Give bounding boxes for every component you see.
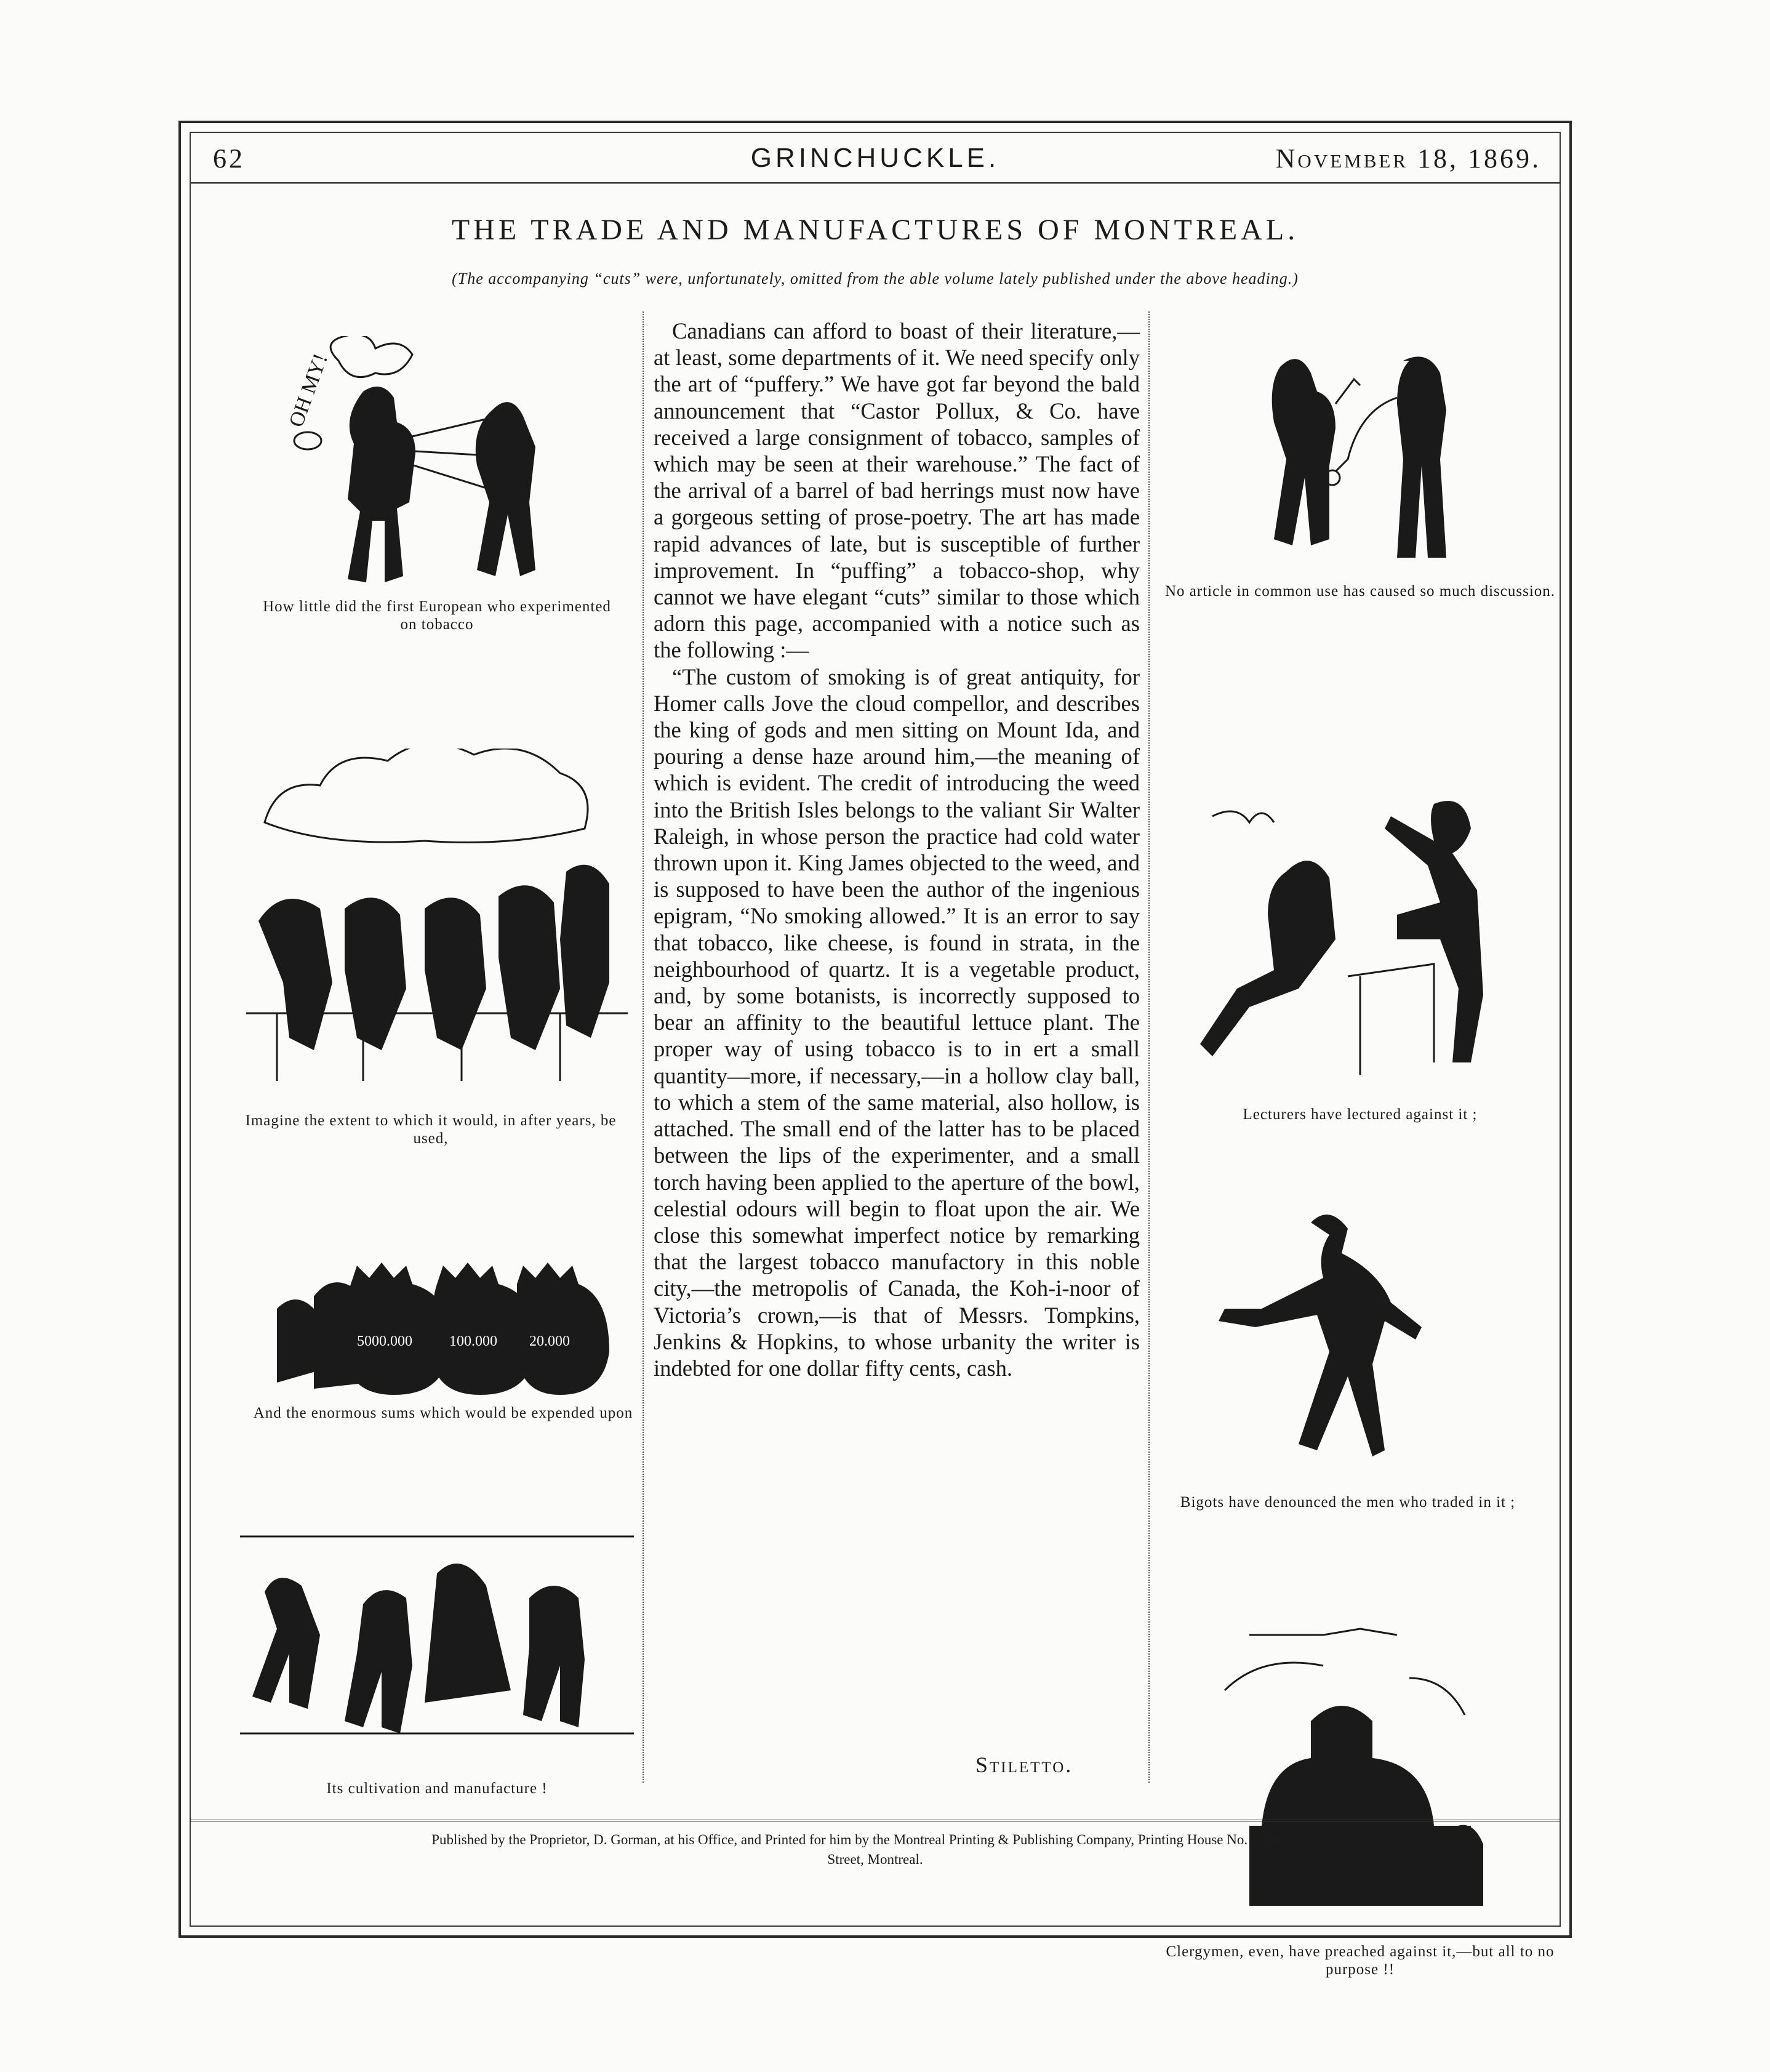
caption-discussion: No article in common use has caused so much discussion. — [1164, 583, 1556, 600]
article-paragraph-1: Canadians can afford to boast of their literature,—at least, some departments of it. We need specify only the art of “puffery.” We have got far beyond the bald announcement that “Castor Pollux, & Co. have received a large consignment of tobacco, samples of which may be seen at their warehouse.” The fact of the arrival of a barrel of bad herrings must now have a gorgeous setting of prose-poetry. The art has made rapid advances of late, but is susceptible of further improvement. In “puffing” a tobacco-shop, why cannot we have elegant “cuts” similar to those which adorn this page, accompanied with a notice such as the following :— — [654, 318, 1140, 663]
bag-label-1: 5000.000 — [357, 1333, 412, 1349]
article-subheading: (The accompanying “cuts” were, unfortunately, omitted from the able volume lately published under the above heading.) — [452, 270, 1299, 287]
caption-smoking-crowd: Imagine the extent to which it would, in after years, be used, — [245, 1112, 617, 1147]
cut-money-bags — [253, 1253, 633, 1421]
illustration-cultivation — [240, 1524, 634, 1758]
illustration-smoking-crowd — [240, 749, 634, 1106]
illustration-first-smoker — [265, 336, 609, 595]
cut-bigots — [1180, 1210, 1516, 1511]
article-signature: Stiletto. — [975, 1753, 1073, 1777]
illustration-lecturers — [1175, 779, 1545, 1087]
article-headline: THE TRADE AND MANUFACTURES OF MONTREAL. — [451, 214, 1299, 246]
article-body — [654, 318, 1140, 1381]
publication-title: GRINCHUCKLE. — [750, 143, 1000, 173]
publisher-footer — [191, 1820, 1560, 1881]
illustration-discussion — [1200, 336, 1520, 582]
cut-first-smoker — [263, 336, 611, 633]
bag-label-3: 20.000 — [529, 1333, 570, 1349]
column-rule-left — [643, 311, 644, 1783]
cut-lecturers — [1175, 779, 1545, 1123]
issue-date: November 18, 1869. — [1275, 143, 1541, 174]
page-number: 62 — [213, 143, 245, 174]
footer-line-1: Published by the Proprietor, D. Gorman, at his Office, and Printed for him by the Montreal Printing & Publishing Company, Printing House No. 67 St James — [431, 1832, 1319, 1847]
caption-lecturers: Lecturers have lectured against it ; — [1243, 1106, 1478, 1123]
caption-cultivation: Its cultivation and manufacture ! — [326, 1780, 548, 1797]
smoker-art-label: OH MY! — [284, 350, 332, 430]
column-rule-right — [1148, 311, 1150, 1783]
cut-discussion — [1164, 336, 1556, 600]
illustration-money-bags — [277, 1253, 609, 1401]
cut-smoking-crowd — [240, 749, 634, 1147]
caption-bigots: Bigots have denounced the men who traded in it ; — [1180, 1494, 1516, 1511]
article-paragraph-2: “The custom of smoking is of great antiquity, for Homer calls Jove the cloud compellor, and describes the king of gods and men sitting on Mount Ida, and pouring a dense haze around him,—the meaning of which is evident. The credit of introducing the weed into the British Isles belongs to the valiant Sir Walter Raleigh, in whose person the practice had cold water thrown upon it. King James objected to the weed, and is supposed to have been the author of the ingenious epigram, “No smoking allowed.” It is an error to say that tobacco, like cheese, is found in strata, in the neighbourhood of quartz. It is a vegetable product, and, by some botanists, is incorrectly supposed to bear an affinity to the beautiful lettuce plant. The proper way of using tobacco is to in ert a small quantity—more, if necessary,—in a hollow clay ball, to which a stem of the same material, also hollow, is attached. The small end of the latter has to be placed between the lips of the experimenter, and a small torch having been applied to the aperture of the bowl, celestial odours will begin to float upon the air. We close this somewhat imperfect notice by remarking that the largest tobacco manufactory in this noble city,—the metropolis of Canada, the Koh-i-noor of Victoria’s crown,—is that of Messrs. Tompkins, Jenkins & Hopkins, to whose urbanity the writer is indebted for one dollar fifty cents, cash. — [654, 664, 1140, 1381]
caption-money-bags: And the enormous sums which would be expended upon — [253, 1405, 633, 1421]
illustration-bigots — [1200, 1210, 1496, 1493]
newspaper-page — [178, 121, 1572, 1978]
footer-line-2: Street, Montreal. — [827, 1852, 923, 1867]
cut-cultivation — [240, 1524, 634, 1797]
caption-clergymen: Clergymen, even, have preached against it,—but all to no purpose !! — [1166, 1943, 1555, 1978]
page-inner-border — [190, 132, 1561, 1978]
masthead — [191, 133, 1560, 184]
bag-label-2: 100.000 — [449, 1333, 497, 1349]
caption-first-smoker: How little did the first European who experimented on tobacco — [263, 598, 611, 633]
